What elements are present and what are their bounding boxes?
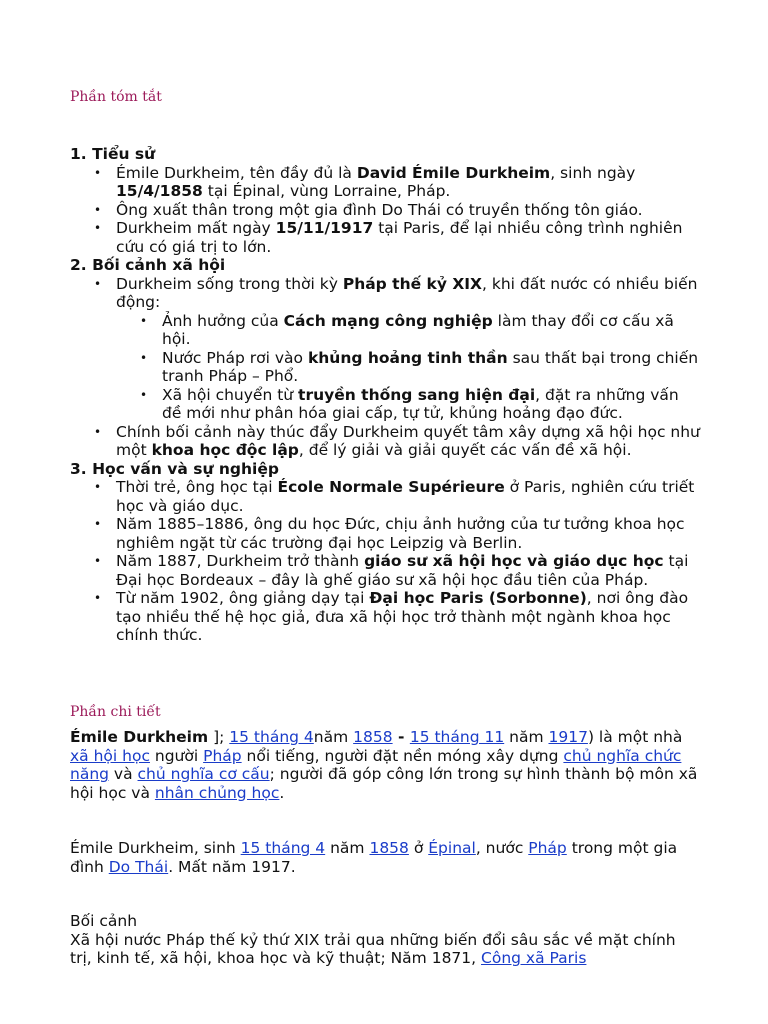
link-death-date[interactable]: 15 tháng 11 [409, 728, 505, 746]
link-functionalism[interactable]: chủ nghĩa chức năng [70, 746, 682, 783]
list-item: • Thời trẻ, ông học tại École Normale Supérieure ở Paris, nghiên cứu triết học và giáo dục. [116, 478, 702, 515]
context-heading: Bối cảnh [70, 912, 138, 930]
link-death-year[interactable]: 1917 [548, 728, 588, 746]
link-france[interactable]: Pháp [528, 839, 567, 857]
context-list [70, 275, 702, 460]
detail-section-label: Phần chi tiết [70, 704, 161, 720]
detail-paragraph-3 [70, 912, 702, 968]
link-sociology[interactable]: xã hội học [70, 746, 150, 765]
birth-paragraph: Émile Durkheim, sinh 15 tháng 4 năm 1858 ở Épinal, nước Pháp trong một gia đình Do Thái. Mất năm 1917. [70, 839, 678, 876]
heading-education-career: 3. Học vấn và sự nghiệp [70, 459, 279, 478]
link-birth-year[interactable]: 1858 [353, 728, 393, 746]
summary-content [70, 145, 702, 645]
sublist-item: • Xã hội chuyển từ truyền thống sang hiện đại, đặt ra những vấn đề mới như phân hóa giai cấp, tự tử, khủng hoảng đạo đức. [162, 386, 702, 423]
biography-list [70, 164, 702, 257]
list-item: • Chính bối cảnh này thúc đẩy Durkheim quyết tâm xây dựng xã hội học như một khoa học độc lập, để lý giải và giải quyết các vấn đề xã hội. [116, 423, 702, 460]
sublist-item: • Nước Pháp rơi vào khủng hoảng tinh thần sau thất bại trong chiến tranh Pháp – Phổ. [162, 349, 702, 386]
summary-section-label: Phần tóm tắt [70, 89, 162, 105]
link-birth-date[interactable]: 15 tháng 4 [240, 839, 326, 857]
link-birth-year[interactable]: 1858 [369, 839, 409, 857]
heading-biography: 1. Tiểu sử [70, 145, 156, 163]
list-item: • Từ năm 1902, ông giảng dạy tại Đại học Paris (Sorbonne), nơi ông đào tạo nhiều thế hệ học giả, đưa xã hội học trở thành một ngành khoa học chính thức. [116, 589, 702, 645]
context-paragraph: Xã hội nước Pháp thế kỷ thứ XIX trải qua những biến đổi sâu sắc về mặt chính trị, kinh tế, xã hội, khoa học và kỹ thuật; Năm 1871, Công xã Paris [70, 930, 676, 967]
list-item: • Năm 1885–1886, ông du học Đức, chịu ảnh hưởng của tư tưởng khoa học nghiêm ngặt từ các trường đại học Leipzig và Berlin. [116, 515, 702, 552]
sublist-item: • Ảnh hưởng của Cách mạng công nghiệp làm thay đổi cơ cấu xã hội. [162, 312, 702, 349]
list-item: • Ông xuất thân trong một gia đình Do Thái có truyền thống tôn giáo. [116, 201, 702, 220]
link-paris-commune[interactable]: Công xã Paris [481, 949, 587, 967]
detail-paragraph-1 [70, 728, 702, 802]
link-epinal[interactable]: Épinal [428, 839, 476, 857]
link-anthropology[interactable]: nhân chủng học [154, 783, 280, 802]
list-item: • Durkheim mất ngày 15/11/1917 tại Paris, để lại nhiều công trình nghiên cứu có giá trị to lớn. [116, 219, 702, 256]
link-birth-date[interactable]: 15 tháng 4 [229, 728, 314, 746]
detail-paragraph-2 [70, 839, 702, 876]
heading-social-context: 2. Bối cảnh xã hội [70, 256, 226, 274]
link-france[interactable]: Pháp [203, 746, 242, 765]
list-item: • Durkheim sống trong thời kỳ Pháp thế kỷ XIX, khi đất nước có nhiều biến động: • Ảnh hưởng của Cách mạng công nghiệp làm thay đổi cơ cấu xã hội. • Nước Pháp rơi vào khủng hoảng tinh thần sau thất bại trong chiến tranh Pháp – Phổ. • Xã hội chuyển từ truyền thống sang hiện đại, đặt ra những vấn đề mới như phân hóa giai cấp, tự tử, khủng hoảng đạo đức. [116, 275, 702, 423]
context-sublist [116, 312, 702, 423]
list-item: • Năm 1887, Durkheim trở thành giáo sư xã hội học và giáo dục học tại Đại học Bordeaux – đây là ghế giáo sư xã hội học đầu tiên của Pháp. [116, 552, 702, 589]
link-jewish[interactable]: Do Thái [108, 857, 169, 876]
list-item: • Émile Durkheim, tên đầy đủ là David Émile Durkheim, sinh ngày 15/4/1858 tại Épinal, vùng Lorraine, Pháp. [116, 164, 702, 201]
intro-paragraph: Émile Durkheim ]; 15 tháng 4năm 1858 - 15 tháng 11 năm 1917) là một nhà xã hội học người Pháp nổi tiếng, người đặt nền móng xây dựng chủ nghĩa chức năng và chủ nghĩa cơ cấu; người đã góp công lớn trong sự hình thành bộ môn xã hội học và nhân chủng học. [70, 728, 698, 802]
career-list [70, 478, 702, 645]
link-structuralism[interactable]: chủ nghĩa cơ cấu [137, 765, 270, 783]
